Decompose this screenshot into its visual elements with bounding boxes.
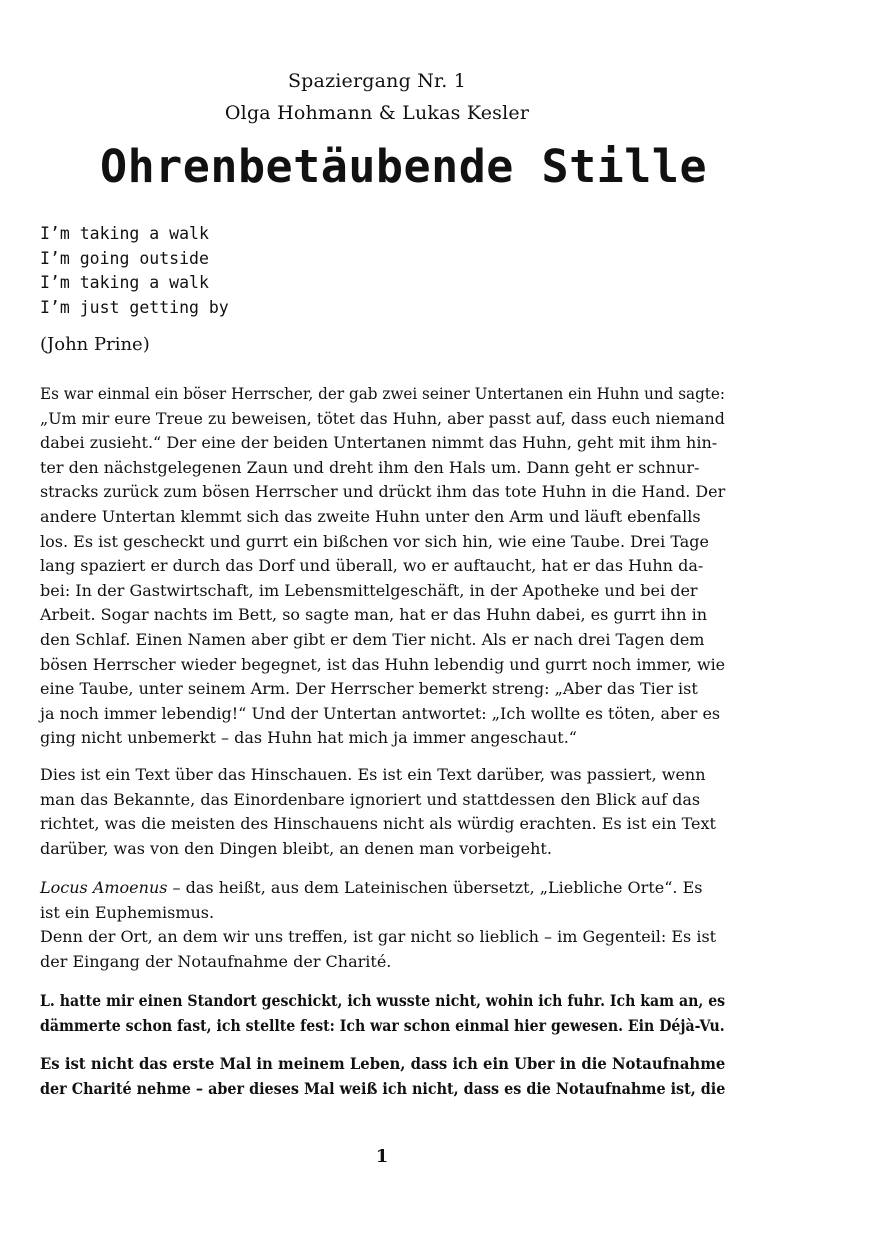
text-line: bösen Herrscher wieder begegnet, ist das Huhn lebendig und gurrt noch immer, wie (40, 654, 726, 674)
text-line: lang spaziert er durch das Dorf und überall, wo er auftaucht, hat er das Huhn da- (40, 556, 704, 576)
text-line: man das Bekannte, das Einordenbare ignoriert und stattdessen den Blick auf das (40, 789, 701, 809)
text-line: los. Es ist gescheckt und gurrt ein bißchen vor sich hin, wie eine Taube. Drei Tage (40, 531, 710, 551)
text-line: dämmerte schon fast, ich stellte fest: Ich war schon einmal hier gewesen. Ein Déjà-Vu. (40, 1015, 725, 1035)
paragraph-uber (40, 1052, 725, 1101)
series-label: Spaziergang Nr. 1 (287, 70, 467, 92)
latin-term: Locus Amoenus (40, 878, 168, 897)
paragraph-location (40, 989, 725, 1038)
text-line: eine Taube, unter seinem Arm. Der Herrscher bemerkt streng: „Aber das Tier ist (40, 679, 698, 699)
text-line: bei: In der Gastwirtschaft, im Lebensmittelgeschäft, in der Apotheke und bei der (40, 580, 698, 600)
page-number: 1 (375, 1146, 389, 1167)
text-line: Denn der Ort, an dem wir uns treffen, ist gar nicht so lieblich – im Gegenteil: Es ist (40, 927, 717, 947)
text-line: ja noch immer lebendig!“ Und der Untertan antwortet: „Ich wollte es töten, aber es (40, 703, 721, 723)
paragraph-about-looking (40, 763, 725, 861)
text-line: andere Untertan klemmt sich das zweite Huhn unter den Arm und läuft ebenfalls (40, 506, 701, 526)
text-line: ter den nächstgelegenen Zaun und dreht ihm den Hals um. Dann geht er schnur- (40, 457, 700, 477)
text-line: Arbeit. Sogar nachts im Bett, so sagte man, hat er das Huhn dabei, es gurrt ihn in (40, 605, 708, 625)
paragraph-locus-amoenus (40, 876, 725, 974)
text-line: der Charité nehme – aber dieses Mal weiß ich nicht, dass es die Notaufnahme ist, die (40, 1078, 726, 1098)
lyric-line: I’m taking a walk (40, 224, 209, 243)
page-title: Ohrenbetäubende Stille (100, 140, 708, 193)
paragraph-parable (40, 382, 725, 751)
text-line: stracks zurück zum bösen Herrscher und drückt ihm das tote Huhn in die Hand. Der (40, 482, 726, 502)
text-line: darüber, was von den Dingen bleibt, an denen man vorbeigeht. (40, 838, 552, 858)
text-line: Es ist nicht das erste Mal in meinem Leben, dass ich ein Uber in die Notaufnahme (40, 1054, 726, 1073)
text-line: L. hatte mir einen Standort geschickt, ich wusste nicht, wohin ich fuhr. Ich kam an, es (40, 991, 726, 1010)
text-fragment: – das heißt, aus dem Lateinischen übersetzt, „Liebliche Orte“. Es (167, 878, 703, 897)
lyric-line: I’m just getting by (40, 297, 229, 317)
text-line: richtet, was die meisten des Hinschauens nicht als würdig erachten. Es ist ein Text (40, 814, 716, 834)
text-line: den Schlaf. Einen Namen aber gibt er dem Tier nicht. Als er nach drei Tagen dem (40, 629, 705, 649)
text-line: „Um mir eure Treue zu beweisen, tötet das Huhn, aber passt auf, dass euch niemand (40, 408, 725, 428)
epigraph-attribution: (John Prine) (40, 334, 150, 355)
text-line (40, 876, 725, 901)
text-line: ist ein Euphemismus. (40, 902, 215, 922)
text-line: der Eingang der Notaufnahme der Charité. (40, 951, 392, 971)
lyric-line: I’m going outside (40, 248, 209, 268)
epigraph-lyrics (40, 222, 440, 320)
text-line: Es war einmal ein böser Herrscher, der gab zwei seiner Untertanen ein Huhn und sagte: (40, 384, 726, 403)
text-line: dabei zusieht.“ Der eine der beiden Untertanen nimmt das Huhn, geht mit ihm hin- (40, 433, 718, 453)
authors-line: Olga Hohmann & Lukas Kesler (224, 102, 530, 124)
text-line: Dies ist ein Text über das Hinschauen. Es ist ein Text darüber, was passiert, wenn (40, 765, 706, 784)
lyric-line: I’m taking a walk (40, 273, 209, 292)
text-line: ging nicht unbemerkt – das Huhn hat mich ja immer angeschaut.“ (40, 728, 577, 748)
